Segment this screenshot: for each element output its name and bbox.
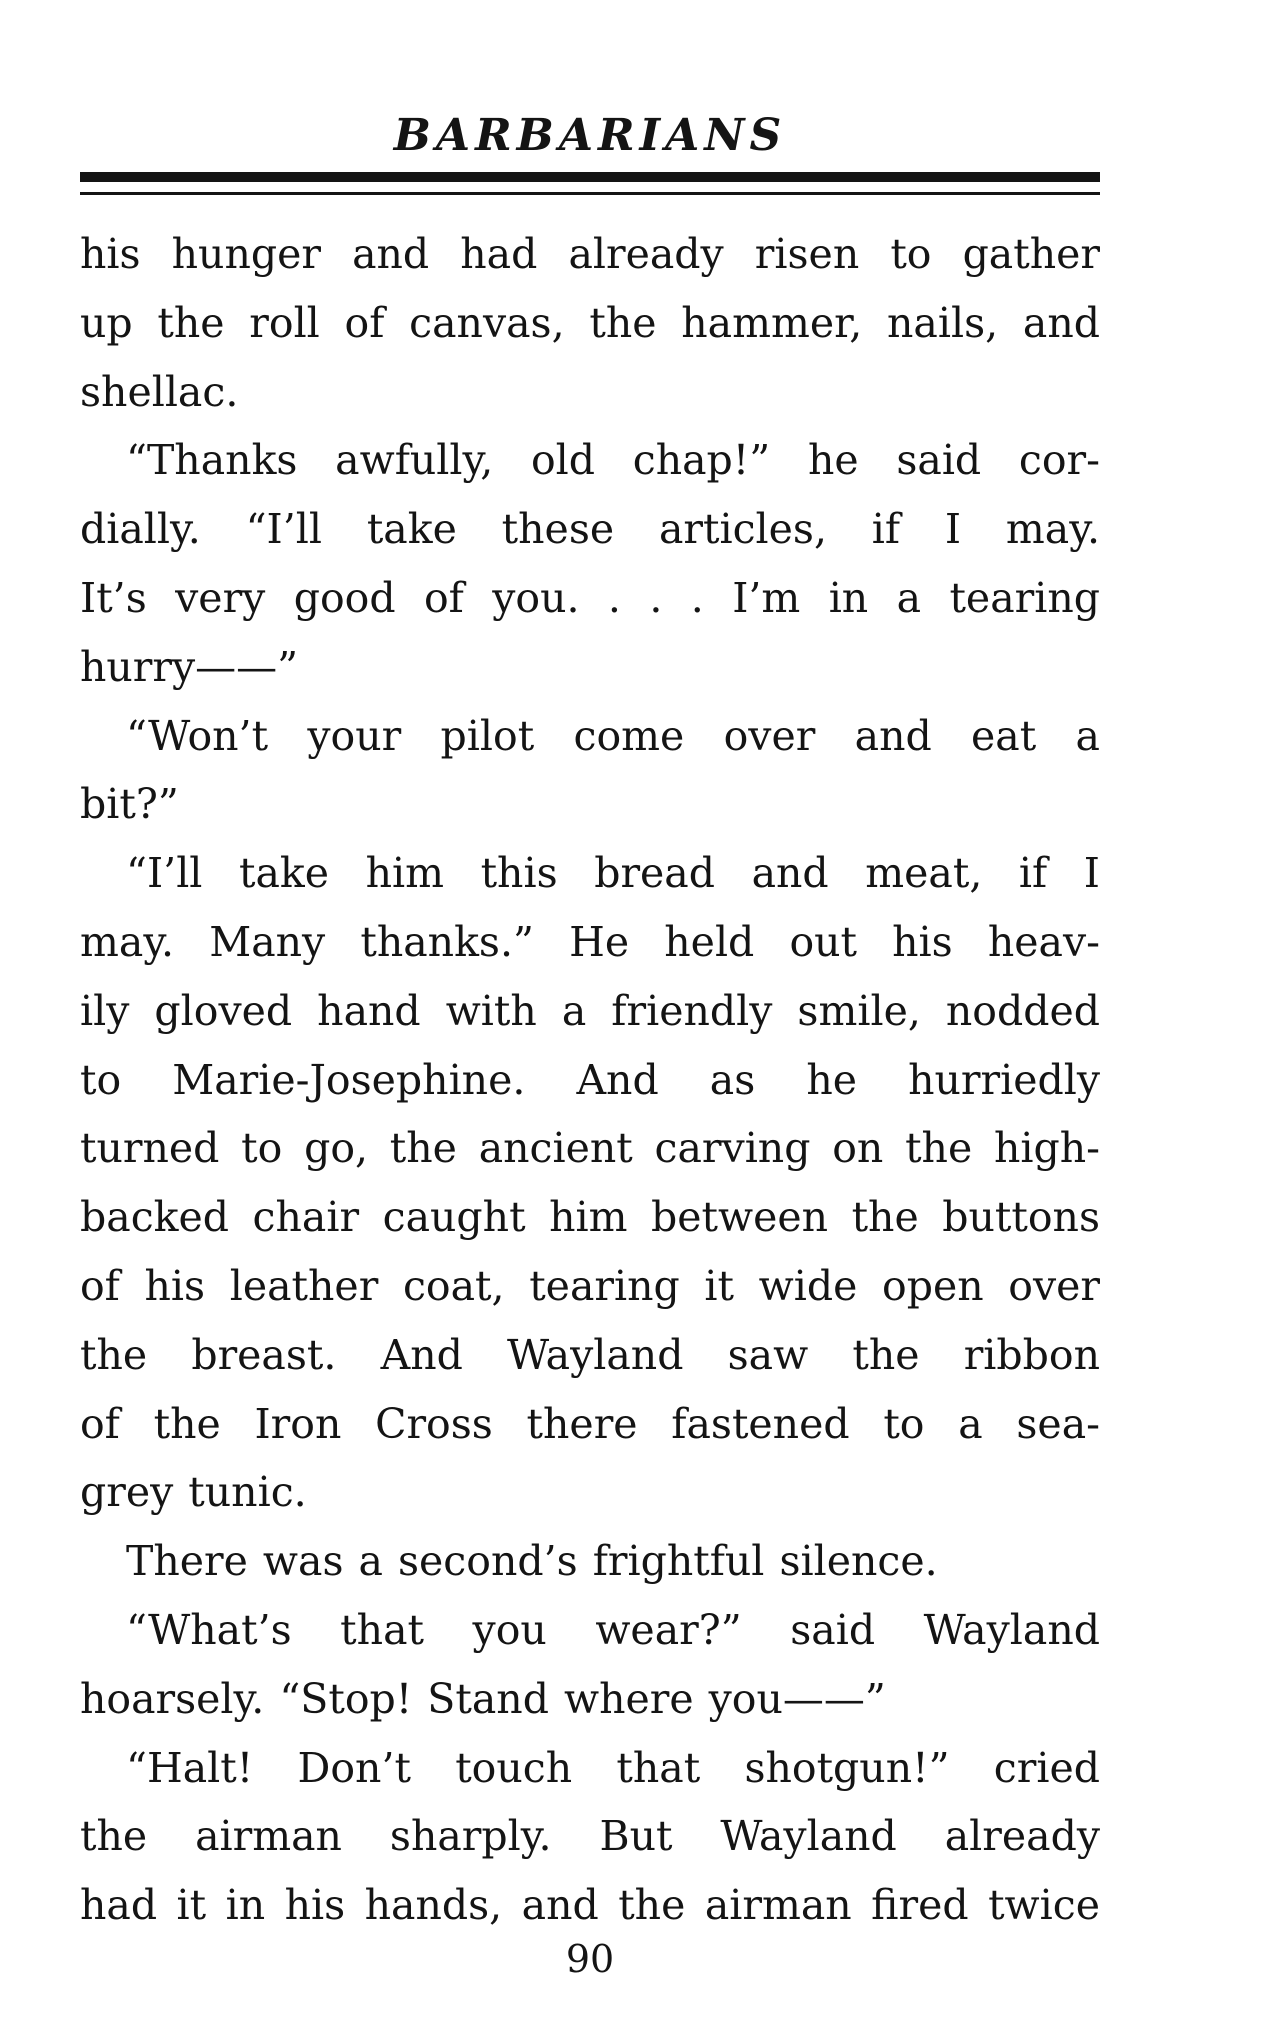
text-line: to Marie-Josephine. And as he hurriedly xyxy=(80,1055,1100,1104)
text-line: may. Many thanks.” He held out his heav- xyxy=(80,917,1100,966)
text-line: of the Iron Cross there fastened to a sea- xyxy=(80,1399,1100,1448)
text-line: “I’ll take him this bread and meat, if I xyxy=(126,849,1100,898)
header-rule-thin xyxy=(80,192,1100,195)
text-line: up the roll of canvas, the hammer, nails, and xyxy=(80,298,1100,347)
text-line: dially. “I’ll take these articles, if I may. xyxy=(80,505,1100,554)
header-rule-thick xyxy=(80,172,1100,182)
text-line: “What’s that you wear?” said Wayland xyxy=(126,1605,1100,1654)
text-line: backed chair caught him between the buttons xyxy=(80,1193,1100,1242)
text-line: “Halt! Don’t touch that shotgun!” cried xyxy=(126,1743,1100,1792)
text-line: turned to go, the ancient carving on the high- xyxy=(80,1124,1100,1173)
text-line: “Thanks awfully, old chap!” he said cor- xyxy=(126,436,1100,485)
text-line: of his leather coat, tearing it wide open over xyxy=(80,1261,1100,1310)
text-line: It’s very good of you. . . . I’m in a tearing xyxy=(80,573,1100,622)
text-line: his hunger and had already risen to gather xyxy=(80,230,1100,278)
text-line: “Won’t your pilot come over and eat a xyxy=(126,711,1100,760)
text-block xyxy=(80,220,1100,1940)
text-line: hoarsely. “Stop! Stand where you——” xyxy=(80,1674,886,1723)
text-line: There was a second’s frightful silence. xyxy=(126,1537,938,1586)
body-text xyxy=(80,220,1100,1940)
text-line: the breast. And Wayland saw the ribbon xyxy=(80,1330,1100,1379)
text-line: had it in his hands, and the airman fired twice xyxy=(80,1881,1100,1930)
running-head: BARBARIANS xyxy=(393,110,787,161)
text-line: grey tunic. xyxy=(80,1468,307,1517)
text-line: bit?” xyxy=(80,780,179,829)
text-line: ily gloved hand with a friendly smile, nodded xyxy=(80,986,1100,1035)
text-line: hurry——” xyxy=(80,642,299,691)
text-line: the airman sharply. But Wayland already xyxy=(80,1812,1100,1861)
text-line: shellac. xyxy=(80,367,239,416)
page-number: 90 xyxy=(565,1937,615,1981)
